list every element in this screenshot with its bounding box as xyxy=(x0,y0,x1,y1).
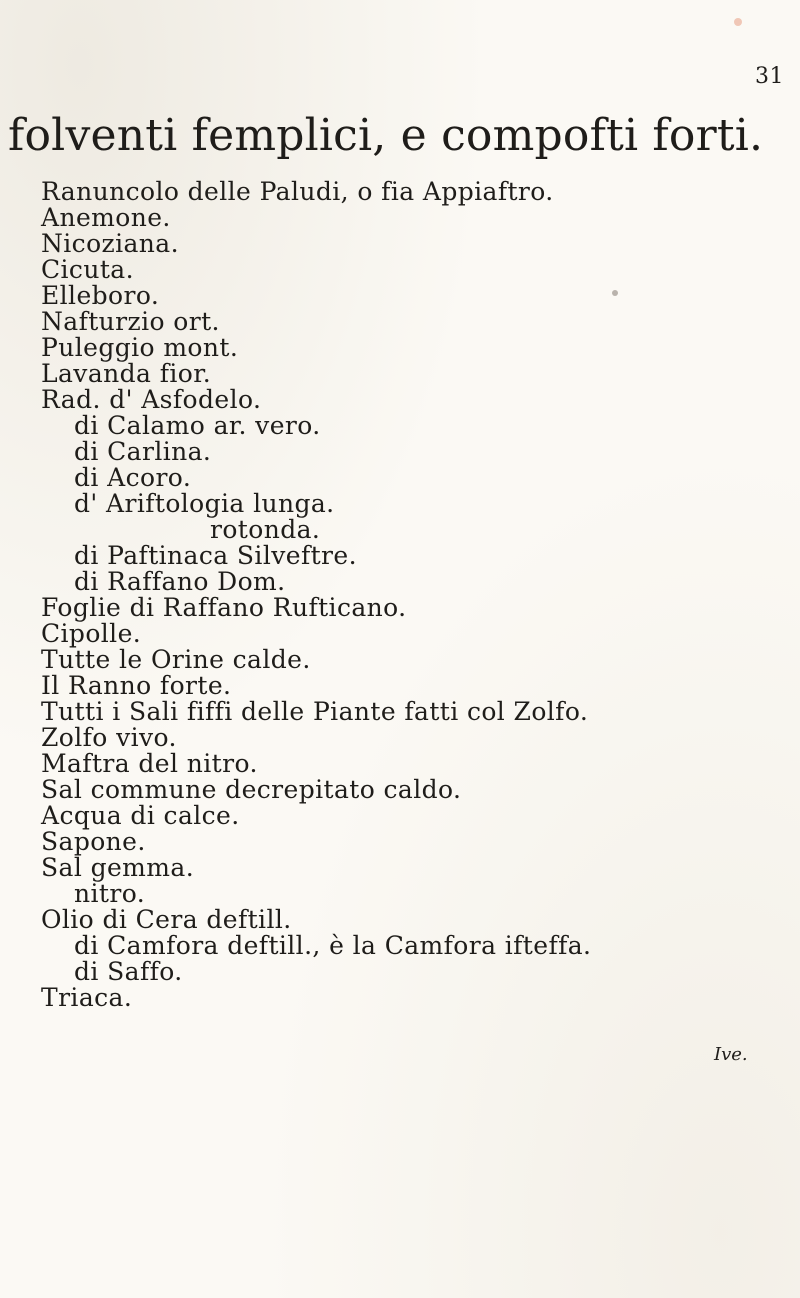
entry-line: Nicoziana. xyxy=(41,229,179,258)
section-heading: folventi femplici, e compofti forti. xyxy=(8,110,764,161)
entry-line: di Acoro. xyxy=(74,463,192,492)
entry-line: Elleboro. xyxy=(41,281,160,310)
entry-line: Olio di Cera deftill. xyxy=(41,905,292,934)
entry-line: Nafturzio ort. xyxy=(41,307,220,336)
entry-line: Puleggio mont. xyxy=(41,333,239,362)
page-number: 31 xyxy=(755,64,784,89)
entry-line: Zolfo vivo. xyxy=(41,723,177,752)
ink-speck xyxy=(734,18,742,26)
catchword: Ive. xyxy=(714,1044,748,1065)
entry-line: Sal gemma. xyxy=(41,853,195,882)
entry-line: di Saffo. xyxy=(74,957,183,986)
entry-line: di Raffano Dom. xyxy=(74,567,286,596)
entry-line: Maftra del nitro. xyxy=(41,749,258,778)
entry-line: Triaca. xyxy=(41,983,133,1012)
entry-line: Rad. d' Asfodelo. xyxy=(41,385,262,414)
entry-line: Il Ranno forte. xyxy=(41,671,232,700)
entry-line: di Camfora deftill., è la Camfora ifteffa. xyxy=(74,931,592,960)
entry-line: Acqua di calce. xyxy=(41,801,240,830)
entry-line: Tutti i Sali fiffi delle Piante fatti col Zolfo. xyxy=(41,697,589,726)
entry-line: Anemone. xyxy=(41,203,171,232)
entry-line: di Calamo ar. vero. xyxy=(74,411,321,440)
entry-line: Cipolle. xyxy=(41,619,142,648)
entry-line: Sal commune decrepitato caldo. xyxy=(41,775,462,804)
entry-line: rotonda. xyxy=(210,515,321,544)
entry-line: d' Ariftologia lunga. xyxy=(74,489,335,518)
entry-line: nitro. xyxy=(74,879,146,908)
entry-line: Tutte le Orine calde. xyxy=(41,645,311,674)
entry-line: Sapone. xyxy=(41,827,146,856)
ink-speck xyxy=(612,290,618,296)
entry-line: di Paftinaca Silveftre. xyxy=(74,541,357,570)
entry-line: Foglie di Raffano Rufticano. xyxy=(41,593,407,622)
entry-line: Cicuta. xyxy=(41,255,134,284)
entry-line: Ranuncolo delle Paludi, o fia Appiaftro. xyxy=(41,177,554,206)
entry-line: di Carlina. xyxy=(74,437,212,466)
entry-line: Lavanda fior. xyxy=(41,359,212,388)
